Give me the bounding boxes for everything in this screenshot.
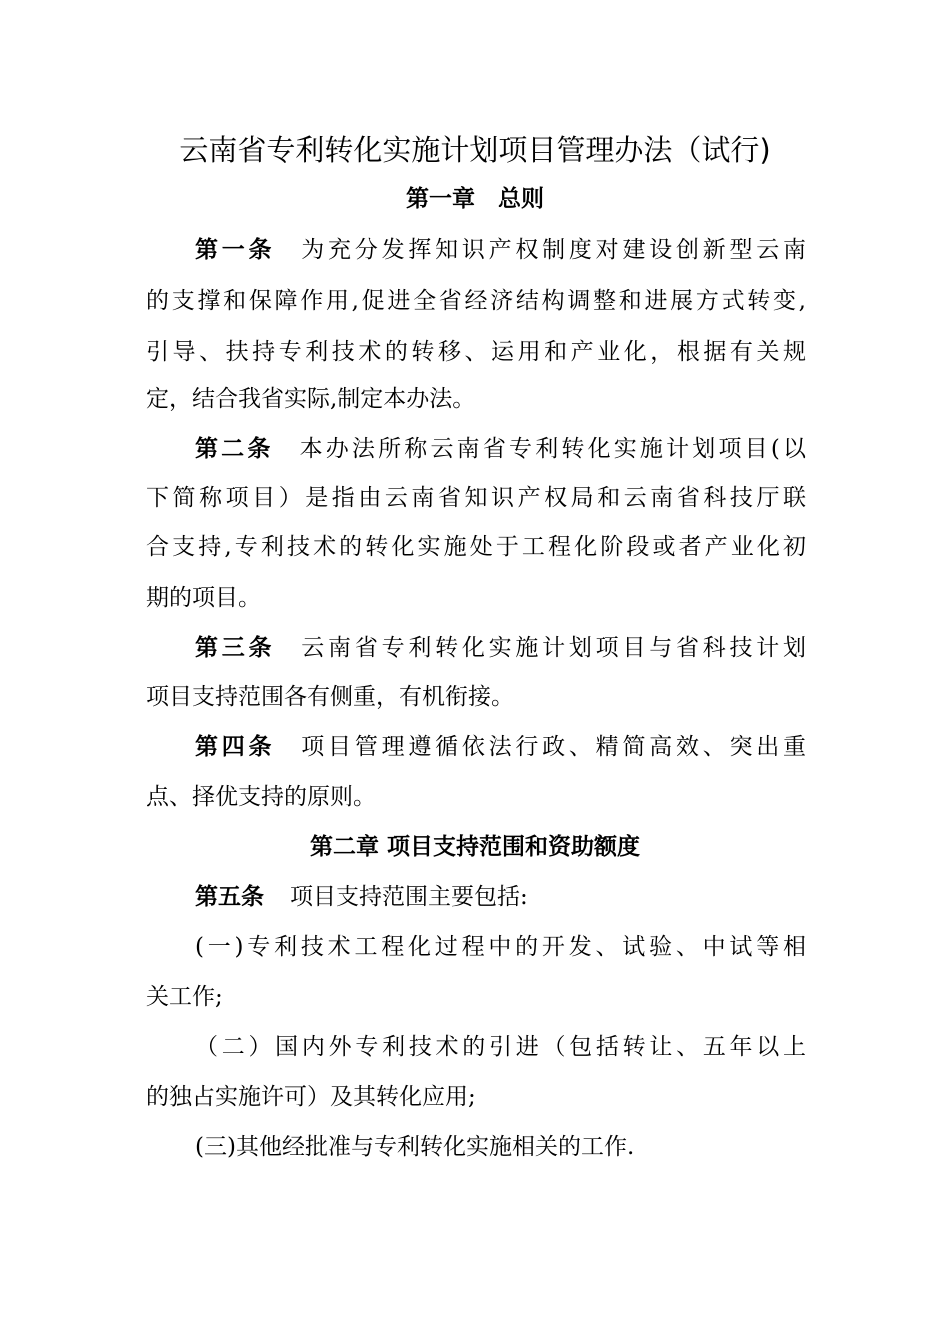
article-3-label: 第三条 — [195, 635, 276, 661]
item-3-line-1: (三)其他经批准与专利转化实施相关的工作. — [195, 1134, 635, 1160]
chapter-2-heading: 第二章 项目支持范围和资助额度 — [309, 834, 640, 860]
item-2-line-1: （二）国内外专利技术的引进（包括转让、五年以上 — [195, 1034, 806, 1060]
article-5-label: 第五条 — [195, 884, 264, 910]
document-title: 云南省专利转化实施计划项目管理办法（试行) — [179, 133, 771, 167]
article-2-line-1: 第二条 本办法所称云南省专利转化实施计划项目(以 — [195, 436, 807, 462]
article-1-line-1: 第一条 为充分发挥知识产权制度对建设创新型云南 — [195, 237, 807, 263]
article-4-line-2: 点、择优支持的原则。 — [146, 784, 376, 810]
article-1-line-2: 的支撑和保障作用,促进全省经济结构调整和进展方式转变, — [146, 288, 806, 314]
article-2-line-4: 期的项目。 — [146, 585, 261, 611]
article-4-line-1: 第四条 项目管理遵循依法行政、精简高效、突出重 — [195, 734, 807, 760]
item-1-line-2: 关工作; — [146, 984, 223, 1010]
item-2-line-2: 的独占实施许可）及其转化应用; — [146, 1084, 476, 1110]
article-1-line-3: 引导、扶持专利技术的转移、运用和产业化，根据有关规 — [146, 339, 806, 365]
article-3-line-2: 项目支持范围各有侧重，有机衔接。 — [146, 684, 514, 710]
article-5-line-1: 第五条 项目支持范围主要包括: — [195, 884, 528, 910]
article-2-line-3: 合支持,专利技术的转化实施处于工程化阶段或者产业化初 — [146, 534, 806, 560]
chapter-1-heading: 第一章 总则 — [406, 186, 544, 212]
article-2-line-2: 下简称项目）是指由云南省知识产权局和云南省科技厅联 — [146, 485, 806, 511]
article-3-line-1: 第三条 云南省专利转化实施计划项目与省科技计划 — [195, 635, 807, 661]
item-1-line-1: (一)专利技术工程化过程中的开发、试验、中试等相 — [195, 934, 806, 960]
article-4-label: 第四条 — [195, 734, 276, 760]
article-2-label: 第二条 — [195, 436, 274, 462]
article-1-line-4: 定，结合我省实际,制定本办法。 — [146, 386, 476, 412]
article-1-label: 第一条 — [195, 237, 276, 263]
